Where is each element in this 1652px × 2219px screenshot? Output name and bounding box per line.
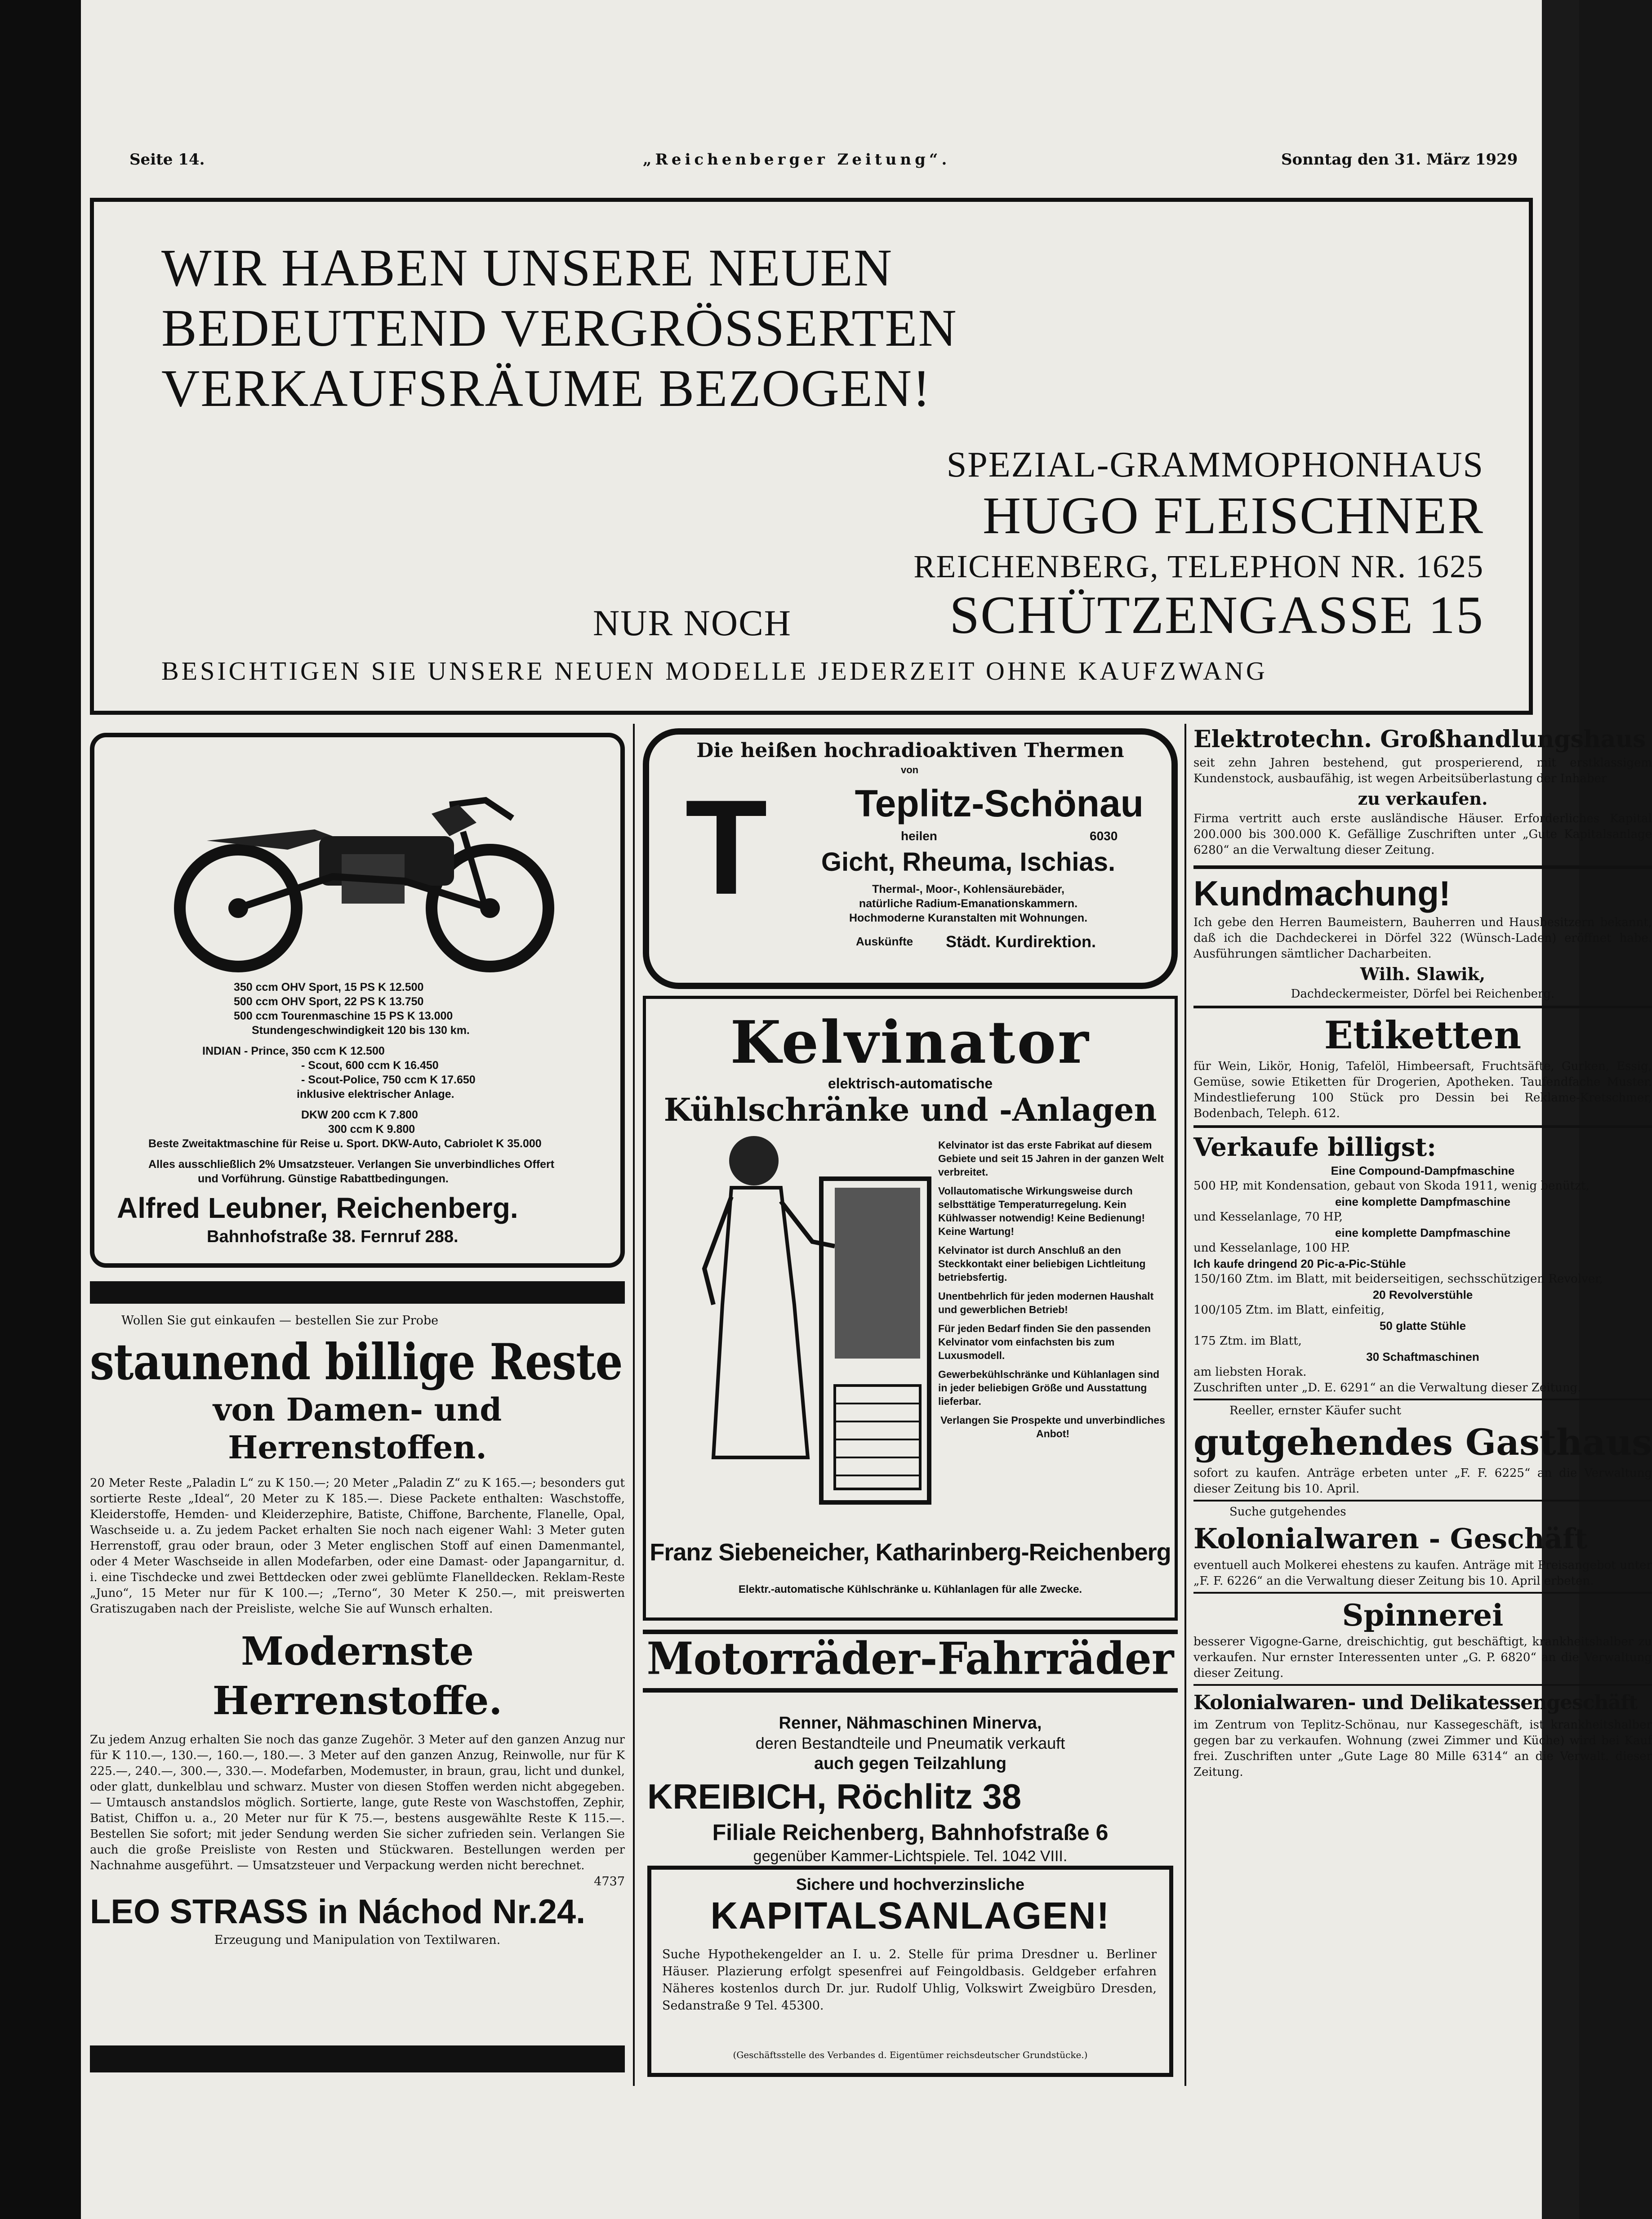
spec-line: inklusive elektrischer Anlage. [297,1088,454,1101]
divider [1193,1125,1652,1128]
etik-body: für Wein, Likör, Honig, Tafelöl, Himbeersaft, Fruchtsäfte, Gurken, Essig, Gemüse, sowie Etiketten für Drogerien, Apotheken. Taufendfache Muster. Mindestlieferung 100 Stück pro Dessin bei Reklame-Kretschmer, Bodenbach, Teleph. 612. [1193,1060,1652,1120]
kund-role: Dachdeckermeister, Dörfel bei Reichenberg. [1291,987,1555,1001]
kolo-intro: Suche gutgehendes [1229,1505,1346,1519]
gast-intro: Reeller, ernster Käufer sucht [1229,1404,1402,1417]
issue-date: Sonntag den 31. März 1929 [1281,151,1518,169]
spec-line: und Vorführung. Günstige Rabattbedingungen. [198,1172,449,1185]
spin-title: Spinnerei [1342,1598,1504,1633]
teplitz-info-source: Städt. Kurdirektion. [946,932,1096,951]
fabric-ad-number: 4737 [594,1875,625,1889]
spec-line: - Scout-Police, 750 ccm K 17.650 [301,1074,476,1086]
deli-body: im Zentrum von Teplitz-Schönau, nur Kassegeschäft, ist krankheitshalber gegen bar zu verkaufen. Wohnung (zwei Zimmer und Küche) wird bei Kauf frei. Zuschriften unter „Gute Lage 80 Mille 6314“ an die Verwalt. dieser Zeitung. [1193,1718,1652,1779]
fabric-intro: Wollen Sie gut einkaufen — bestellen Sie zur Probe [121,1314,439,1328]
fabric-firm: LEO STRASS in Náchod Nr.24. [90,1893,586,1931]
billig-line: Ich kaufe dringend 20 Pic-a-Pic-Stühle [1193,1257,1406,1270]
gast-title: gutgehendes Gasthaus [1193,1421,1652,1463]
scan-border-left [0,0,81,2219]
paper-name: „Reichenberger Zeitung“. [643,151,951,169]
kelvinator-headline: Kühlschränke und -Anlagen [663,1091,1157,1128]
fabric-subhead: von Damen- und Herrenstoffen. [213,1391,502,1466]
page-number: Seite 14. [129,151,205,169]
gast-body: sofort zu kaufen. Anträge erbeten unter „F. F. 6225“ an die Verwaltung dieser Zeitung bis 10. April. [1193,1466,1652,1496]
teplitz-line2: natürliche Radium-Emanationskammern. [859,897,1078,910]
kelvinator-ad [643,996,1178,1621]
black-divider-bar [90,2045,625,2072]
kelvinator-text [938,1138,1167,1446]
teplitz-line1: Thermal-, Moor-, Kohlensäurebäder, [872,883,1064,896]
fabric-headline-2: Modernste Herrenstoffe. [212,1629,503,1724]
spec-line: Beste Zweitaktmaschine für Reise u. Sport. DKW-Auto, Cabriolet K 35.000 [148,1137,542,1150]
billig-line: und Kesselanlage, 100 HP. [1193,1241,1350,1255]
kelvinator-tagline: elektrisch-automatische [828,1075,993,1092]
spec-line: - Scout, 600 ccm K 16.450 [301,1059,439,1072]
teplitz-info-label: Auskünfte [856,935,913,948]
kund-body: Ich gebe den Herren Baumeistern, Bauherren und Hausbesitzern bekannt, daß ich die Dachdeckerei in Dörfel 322 (Wünsch-Laden) eröffnet habe. Ausführungen sämtlicher Dacharbeiten. [1193,916,1652,961]
billig-line: am liebsten Horak. [1193,1365,1307,1379]
billig-line: eine komplette Dampfmaschine [1335,1226,1511,1239]
motorcycle-illustration [171,787,562,976]
grammophon-footer: BESICHTIGEN SIE UNSERE NEUEN MODELLE JEDERZEIT OHNE KAUFZWANG [161,656,1268,686]
moto-line1: Renner, Nähmaschinen Minerva, [779,1714,1042,1733]
motorcycle-dealer-address: Bahnhofstraße 38. Fernruf 288. [207,1227,459,1246]
billig-title: Verkaufe billigst: [1193,1132,1436,1162]
moto-banner [643,1630,1178,1693]
spec-line: DKW 200 ccm K 7.800 [301,1109,418,1121]
kelvinator-paragraph: Für jeden Bedarf finden Sie den passenden Kelvinator vom einfachsten bis zum Luxusmodell. [938,1323,1151,1361]
spec-line: Stundengeschwindigkeit 120 bis 130 km. [252,1024,470,1037]
motorcycle-ad [90,733,625,1268]
spec-line: Alles ausschließlich 2% Umsatzsteuer. Verlangen Sie unverbindliches Offert [148,1158,555,1171]
capital-ad [647,1866,1173,2077]
newspaper-page [81,0,1652,2219]
capital-footer: (Geschäftsstelle des Verbandes d. Eigentümer reichsdeutscher Grundstücke.) [733,2050,1088,2060]
kolo-body: eventuell auch Molkerei ehestens zu kaufen. Anträge mit Preisangebot unter „F. F. 6226“ an die Verwaltung dieser Zeitung bis 10. April erbeten. [1193,1559,1652,1588]
divider [1193,1592,1652,1594]
teplitz-name: Teplitz-Schönau [855,782,1144,824]
divider [1193,1684,1652,1686]
column-rule [1184,724,1186,2086]
elektro-body-2: Firma vertritt auch erste ausländische Häuser. Erforderliches Kapital 200.000 bis 300.000 K. Gefällige Zuschriften unter „Gute Kapitalsanlage 6280“ an die Verwaltung dieser Zeitung. [1193,812,1652,857]
fabric-firm-note: Erzeugung und Manipulation von Textilwaren. [214,1933,501,1947]
kelvinator-dealer: Franz Siebeneicher, Katharinberg-Reichenberg [650,1539,1171,1566]
shop-type: SPEZIAL-GRAMMOPHONHAUS [946,445,1484,485]
kelvinator-footer: Elektr.-automatische Kühlschränke u. Kühlanlagen für alle Zwecke. [738,1583,1082,1595]
divider [1193,1399,1652,1400]
moto-ad [643,1713,1178,1867]
billig-line: Zuschriften unter „D. E. 6291“ an die Verwaltung dieser Zeitung. [1193,1381,1581,1395]
kelvinator-paragraph: Verlangen Sie Prospekte und unverbindliches Anbot! [940,1414,1165,1439]
moto-line3: auch gegen Teilzahlung [814,1754,1006,1773]
kund-title: Kundmachung! [1193,873,1451,913]
fabric-body: 20 Meter Reste „Paladin L“ zu K 150.—; 20 Meter „Paladin Z“ zu K 165.—; besonders gut sortierte Reste „Ideal“, 20 Meter zu K 185.—. Diese Packete enthalten: Waschstoffe, Kleiderstoffe, Hemden- und Kleiderzephire, Batiste, Chiffone, Barchente, Flanelle, Opal, Waschseide u. a. Zu jedem Packet erhalten Sie noch nach eigener Wahl: 3 Meter guten Herrenstoff, grau oder braun, oder 3 Meter englischen Stoff auf einen Damenmantel, oder 4 Meter Waschseide in allen Modefarben, oder eine Damast- oder Japangarnitur, d. i. eine Tischdecke und zwei Bettdecken oder zwei geblümte Flanelldecken. Reklam-Reste „Juno“, 15 Meter nur für K 100.—; „Terno“, 30 Meter K 250.—, mit preiswerten Gratiszugaben nach der Preisliste, welche Sie auf Wunsch erhalten. [90,1476,625,1616]
fabric-body-2: Zu jedem Anzug erhalten Sie noch das ganze Zugehör. 3 Meter auf den ganzen Anzug nur für K 110.—, 130.—, 160.—, 180.—. 3 Meter auf den ganzen Anzug, Reinwolle, nur für K 225.—, 240.—, 300.—, 330.—. Modefarben, Modemuster, in braun, grau, licht und dunkel, oder glatt, dunkelblau und schwarz. Muster von diesen Stoffen werden nicht abgegeben. — Umtausch anstandslos möglich. Sortierte, lange, gute Reste von Waschstoffen, Zephir, Batist, Chiffon u. a., 20 Meter nur für K 75.—, bestens ausgewählte Reste K 115.—. Bestellen Sie sofort; mit jeder Sendung werden Sie sicher zufrieden sein. Verlangen Sie auch die große Preisliste von Resten und Stückwaren. Bestellungen werden per Nachnahme ausgeführt. — Umsatzsteuer und Verpackung werden nicht berechnet. [90,1733,625,1872]
teplitz-von: von [901,764,919,775]
teplitz-top: Die heißen hochradioaktiven Thermen [696,739,1124,762]
grammophon-headline [161,238,957,419]
kelvinator-paragraph: Kelvinator ist durch Anschluß an den Steckkontakt einer beliebigen Lichtleitung betriebsfertig. [938,1244,1146,1283]
teplitz-ad [643,728,1178,989]
kolo-title: Kolonialwaren - Geschäft [1193,1522,1588,1555]
deli-title: Kolonialwaren- und Delikatessengeschäft [1193,1691,1638,1714]
billig-line: und Kesselanlage, 70 HP, [1193,1210,1343,1224]
moto-opposite: gegenüber Kammer-Lichtspiele. Tel. 1042 VIII. [753,1848,1068,1865]
only-now-label: NUR NOCH [593,602,792,643]
moto-banner-text: Motorräder-Fahrräder [646,1633,1174,1685]
headline-line: VERKAUFSRÄUME BEZOGEN! [161,359,931,418]
billig-line: 150/160 Ztm. im Blatt, mit beiderseitigen, sechsschützigen Revolver, [1193,1272,1603,1286]
grammophon-ad [90,198,1533,715]
billig-line: 500 HP, mit Kondensation, gebaut von Skoda 1911, wenig benützt, [1193,1179,1590,1193]
teplitz-code: 6030 [1090,829,1118,843]
billig-line: 30 Schaftmaschinen [1366,1350,1479,1363]
etik-title: Etiketten [1324,1013,1522,1057]
shop-city-phone: REICHENBERG, TELEPHON NR. 1625 [913,548,1484,584]
billig-line: Eine Compound-Dampfmaschine [1331,1164,1515,1177]
spec-line: 300 ccm K 9.800 [328,1123,415,1136]
billig-line: 100/105 Ztm. im Blatt, einfeitig, [1193,1303,1385,1317]
billig-line: eine komplette Dampfmaschine [1335,1195,1511,1208]
kelvinator-brand: Kelvinator [730,1008,1091,1077]
teplitz-line3: Hochmoderne Kuranstalten mit Wohnungen. [849,912,1088,924]
divider [1193,1500,1652,1502]
elektro-title: Elektrotechn. Großhandlungshaus [1193,726,1646,753]
teplitz-ailments: Gicht, Rheuma, Ischias. [821,847,1116,877]
divider [1193,1006,1652,1008]
spec-line: INDIAN - Prince, 350 ccm K 12.500 [202,1045,385,1057]
kelvinator-paragraph: Vollautomatische Wirkungsweise durch selbsttätige Temperaturregelung. Kein Kühlwasser notwendig! Keine Bedienung! Keine Wartung! [938,1185,1145,1237]
capital-headline: KAPITALSANLAGEN! [710,1894,1110,1937]
spec-line: 500 ccm OHV Sport, 22 PS K 13.750 [234,995,424,1008]
kelvinator-woman-fridge-illustration [664,1134,938,1502]
billig-line: 20 Revolverstühle [1372,1288,1473,1301]
spec-line: 500 ccm Tourenmaschine 15 PS K 13.000 [234,1010,453,1022]
black-divider-bar [90,1281,625,1304]
shop-owner: HUGO FLEISCHNER [983,486,1484,545]
spec-line: 350 ccm OHV Sport, 15 PS K 12.500 [234,981,424,994]
classifieds-column [1193,724,1652,1780]
kelvinator-paragraph: Kelvinator ist das erste Fabrikat auf diesem Gebiete und seit 15 Jahren in der ganzen Welt verbreitet. [938,1139,1164,1178]
fabric-ad [90,1313,625,1948]
teplitz-heilen: heilen [901,829,937,843]
teplitz-big-t-icon: T [685,771,768,922]
fabric-headline: staunend billige Reste [90,1332,623,1391]
kelvinator-paragraph: Gewerbekühlschränke und Kühlanlagen sind in jeder beliebigen Größe und Ausstattung lieferbar. [938,1368,1160,1407]
moto-branch: Filiale Reichenberg, Bahnhofstraße 6 [712,1820,1109,1845]
billig-line: 175 Ztm. im Blatt, [1193,1334,1302,1348]
capital-body: Suche Hypothekengelder an I. u. 2. Stelle für prima Dresdner u. Berliner Häuser. Plazierung erfolgt spesenfrei auf Feingoldbasis. Geldgeber erfahren Näheres kostenlos durch Dr. jur. Rudolf Uhlig, Volkswirt Zweigbüro Dresden, Sedanstraße 9 Tel. 45300. [662,1947,1157,2013]
elektro-body: seit zehn Jahren bestehend, gut prosperierend, mit erstklassigem Kundenstock, ausbaufähig, ist wegen Arbeitsüberlastung der Inhaber [1193,756,1652,785]
spin-body: besserer Vigogne-Garne, dreischichtig, gut beschäftigt, krankheitshalber zu verkaufen. Nur ernster Interessenten unter „G. P. 6820“ an die Verwaltung dieser Zeitung. [1193,1635,1652,1680]
kund-name: Wilh. Slawik, [1360,964,1486,984]
headline-line: BEDEUTEND VERGRÖSSERTEN [161,299,957,357]
divider [1193,861,1652,869]
kelvinator-paragraph: Unentbehrlich für jeden modernen Haushalt und gewerblichen Betrieb! [938,1290,1154,1315]
shop-street: SCHÜTZENGASSE 15 [949,585,1484,645]
column-rule [633,724,635,2086]
billig-line: 50 glatte Stühle [1379,1319,1466,1332]
headline-line: WIR HABEN UNSERE NEUEN [161,238,893,297]
moto-firm: KREIBICH, Röchlitz 38 [647,1777,1022,1816]
motorcycle-dealer: Alfred Leubner, Reichenberg. [117,1192,518,1224]
elektro-sale: zu verkaufen. [1358,789,1488,809]
moto-line2: deren Bestandteile und Pneumatik verkauft [755,1734,1065,1752]
capital-top: Sichere und hochverzinsliche [796,1875,1025,1894]
motorcycle-spec-list [148,980,580,1186]
